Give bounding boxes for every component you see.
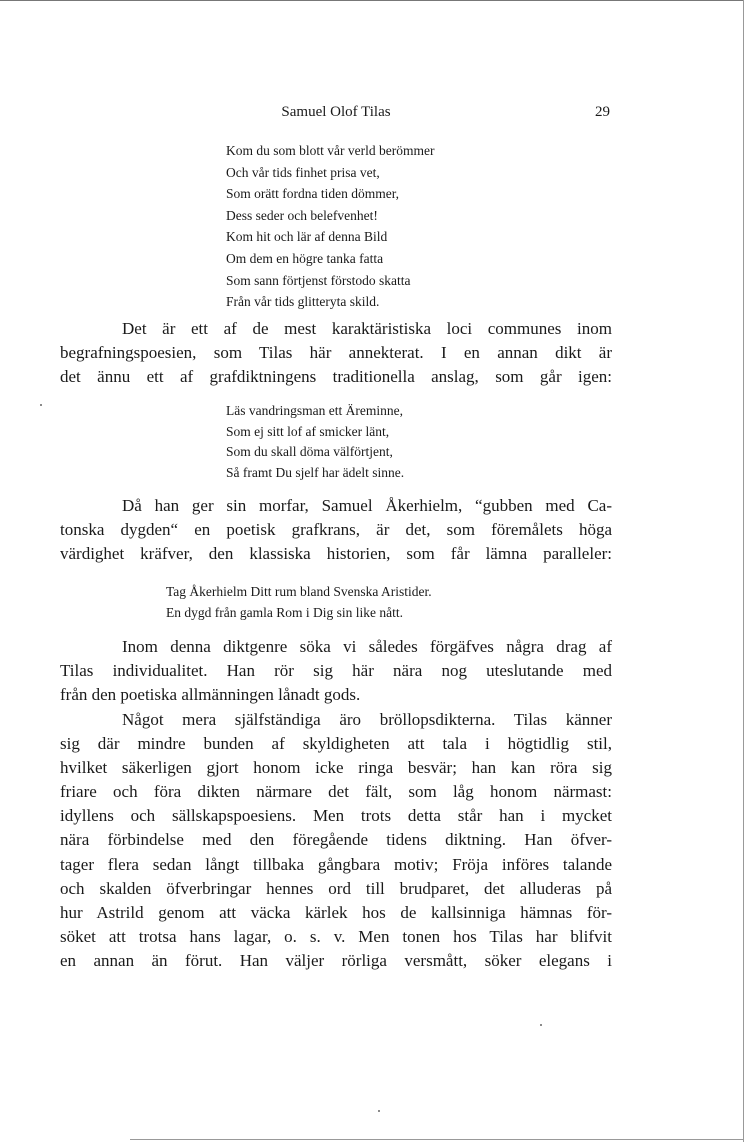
page-edge-top: [0, 0, 744, 1]
verse-line: Dess seder och belefvenhet!: [226, 207, 378, 223]
verse-line: Som ej sitt lof af smicker länt,: [226, 423, 390, 439]
verse-line: Om dem en högre tanka fatta: [226, 250, 384, 266]
prose-line: Då han ger sin morfar, Samuel Åkerhielm, “gubben med Ca-: [122, 496, 612, 515]
prose-line: sig där mindre bunden af skyldigheten att tala i högtidlig stil,: [60, 734, 612, 754]
verse-line: Kom hit och lär af denna Bild: [226, 229, 388, 245]
paragraph-diktgenre: [60, 635, 612, 707]
prose-line: från den poetiska allmänningen lånadt gods.: [60, 685, 361, 705]
paragraph-loci-communes: [60, 317, 612, 389]
prose-line: och skalden öfverbringar hennes ord till brudparet, det alluderas på: [60, 878, 612, 898]
verse-line: Och vår tids finhet prisa vet,: [226, 164, 380, 180]
prose-line: hvilket säkerligen gjort honom icke ringa besvär; han kan röra sig: [60, 758, 612, 778]
scan-speck: [378, 1110, 380, 1112]
verse-line: Tag Åkerhielm Ditt rum bland Svenska Aristider.: [166, 584, 432, 599]
verse-epitaph-bild: [226, 140, 434, 313]
prose-line: Det är ett af de mest karaktäristiska loci communes inom: [122, 319, 612, 338]
verse-line: En dygd från gamla Rom i Dig sin like nått.: [166, 604, 403, 620]
prose-line: tonska dygden“ en poetisk grafkrans, är det, som föremålets höga: [60, 520, 612, 540]
prose-line: hur Astrild genom att väcka kärlek hos de kallsinniga hämnas för-: [60, 902, 612, 922]
verse-line: Som orätt fordna tiden dömmer,: [226, 186, 400, 202]
verse-aristider: [166, 582, 432, 623]
prose-line: begrafningspoesien, som Tilas här annekterat. I en annan dikt är: [60, 343, 612, 363]
verse-line: Kom du som blott vår verld berömmer: [226, 143, 435, 158]
verse-line: Som du skall döma välförtjent,: [226, 444, 393, 459]
verse-line: Läs vandringsman ett Äreminne,: [226, 403, 403, 418]
prose-line: idyllens och sällskapspoesiens. Men trots detta står han i mycket: [60, 806, 612, 826]
prose-line: nära förbindelse med den föregående tidens diktning. Han öfver-: [60, 830, 612, 850]
paragraph-brollopsdikter: [60, 708, 612, 973]
prose-line: värdighet kräfver, den klassiska historien, som får lämna paralleler:: [60, 544, 612, 564]
prose-line: söket att trotsa hans lagar, o. s. v. Men tonen hos Tilas har blifvit: [60, 926, 612, 946]
prose-line: en annan än förut. Han väljer rörliga versmått, söker elegans i: [60, 950, 612, 970]
running-title: Samuel Olof Tilas: [281, 104, 391, 120]
verse-line: Från vår tids glitteryta skild.: [226, 294, 380, 310]
verse-line: Så framt Du sjelf har ädelt sinne.: [226, 464, 405, 480]
page-number: 29: [595, 104, 610, 120]
verse-line: Som sann förtjenst förstodo skatta: [226, 272, 411, 288]
page-edge-bottom: [130, 1139, 744, 1140]
page-header: [60, 104, 612, 126]
prose-line: Något mera själfständiga äro bröllopsdikterna. Tilas känner: [122, 710, 612, 729]
prose-line: det ännu ett af grafdiktningens traditionella anslag, som går igen:: [60, 367, 612, 387]
prose-line: Inom denna diktgenre söka vi således förgäfves några drag af: [122, 637, 612, 656]
prose-line: friare och föra dikten närmare det fält, som låg honom närmast:: [60, 782, 612, 802]
scan-speck: [540, 1024, 542, 1026]
prose-line: tager flera sedan långt tillbaka gångbara motiv; Fröja införes talande: [60, 854, 612, 874]
verse-vandringsman: [226, 401, 404, 483]
prose-line: Tilas individualitet. Han rör sig här nära nog uteslutande med: [60, 661, 612, 681]
scan-speck: [40, 404, 42, 406]
paragraph-akerhielm: [60, 494, 612, 566]
